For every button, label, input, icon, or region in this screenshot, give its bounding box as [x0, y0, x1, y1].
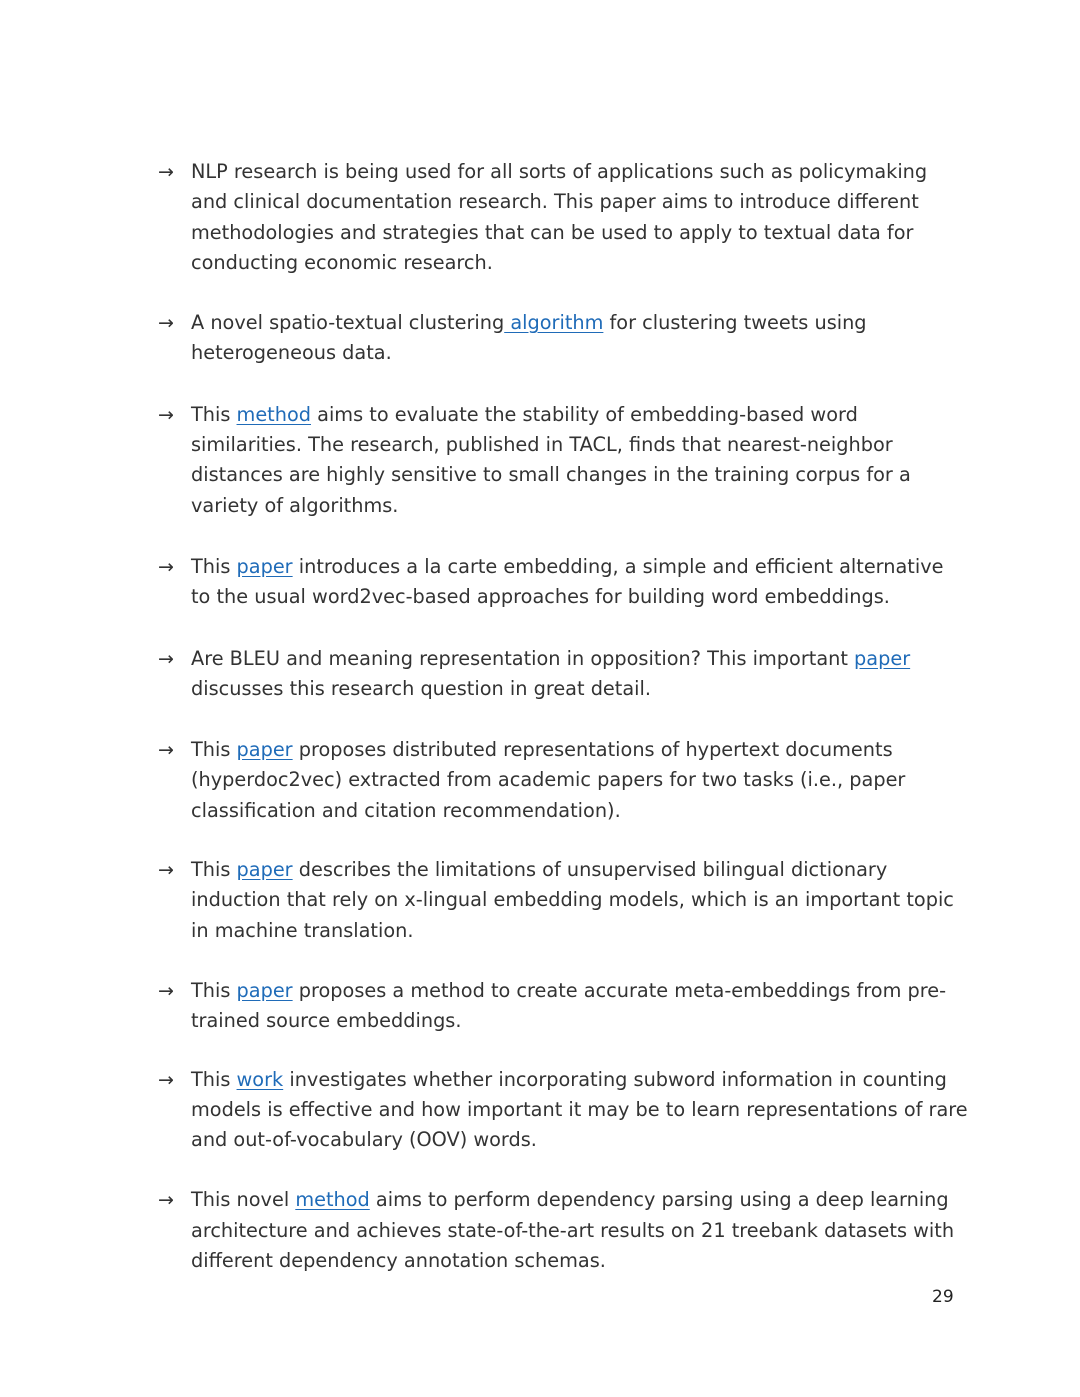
- list-item: [158, 855, 968, 946]
- arrow-icon: →: [158, 979, 174, 1002]
- item-text: aims to evaluate the stability of embedding-based word similarities. The research, published in TACL, finds that nearest-neighbor distances are highly sensitive to small changes in the training corpus for a variety of algorithms.: [191, 402, 911, 517]
- item-text: NLP research is being used for all sorts of applications such as policymaking and clinical documentation research. This paper aims to introduce different methodologies and strategies that can be used to apply to textual data for conducting economic research.: [191, 160, 928, 274]
- item-text: This novel: [191, 1188, 296, 1212]
- method-link[interactable]: method: [295, 1188, 370, 1212]
- item-text: investigates whether incorporating subword information in counting models is effective and how important it may be to learn representations of rare and out-of-vocabulary (OOV) words.: [191, 1067, 968, 1152]
- item-text: introduces a la carte embedding, a simple and efficient alternative to the usual word2vec-based approaches for building word embeddings.: [191, 554, 944, 609]
- arrow-icon: →: [158, 647, 174, 670]
- item-text: This: [191, 554, 237, 578]
- arrow-icon: →: [158, 555, 174, 578]
- paper-link[interactable]: paper: [854, 646, 911, 670]
- list-item: [158, 735, 968, 826]
- item-text: describes the limitations of unsupervised bilingual dictionary induction that rely on x-lingual embedding models, which is an important topic in machine translation.: [191, 858, 954, 942]
- list-item: [158, 308, 968, 369]
- list-item: [158, 1185, 968, 1276]
- item-text: This: [191, 1067, 237, 1091]
- item-text: discusses this research question in great detail.: [191, 676, 652, 700]
- arrow-icon: →: [158, 312, 174, 335]
- method-link[interactable]: method: [236, 402, 311, 426]
- arrow-icon: →: [158, 739, 174, 762]
- item-text: aims to perform dependency parsing using a deep learning architecture and achieves state-of-the-art results on 21 treebank datasets with different dependency annotation schemas.: [191, 1188, 955, 1273]
- paper-link[interactable]: paper: [236, 554, 293, 578]
- paper-link[interactable]: paper: [236, 858, 293, 882]
- item-text: This: [191, 402, 237, 426]
- algorithm-link[interactable]: algorithm: [504, 311, 604, 335]
- arrow-icon: →: [158, 403, 174, 426]
- list-item: [158, 157, 968, 278]
- list-item: [158, 552, 968, 613]
- list-item: [158, 976, 968, 1037]
- item-text: proposes distributed representations of hypertext documents (hyperdoc2vec) extracted from academic papers for two tasks (i.e., paper classification and citation recommendation).: [191, 738, 906, 822]
- arrow-icon: →: [158, 859, 174, 882]
- bullet-list: [158, 157, 968, 1276]
- list-item: [158, 400, 968, 521]
- arrow-icon: →: [158, 161, 174, 183]
- work-link[interactable]: work: [236, 1067, 284, 1091]
- paper-link[interactable]: paper: [236, 978, 293, 1002]
- item-text: This: [191, 978, 237, 1002]
- list-item: [158, 644, 968, 705]
- item-text: This: [191, 738, 237, 762]
- item-text: A novel spatio-textual clustering: [191, 311, 505, 335]
- paper-link[interactable]: paper: [236, 738, 293, 762]
- arrow-icon: →: [158, 1189, 174, 1212]
- page-number: 29: [932, 1287, 954, 1307]
- item-text: proposes a method to create accurate meta-embeddings from pre-trained source embeddings.: [191, 978, 947, 1033]
- item-text: for clustering tweets using heterogeneous data.: [191, 311, 867, 365]
- item-text: Are BLEU and meaning representation in opposition? This important: [191, 646, 855, 670]
- list-item: [158, 1065, 968, 1156]
- arrow-icon: →: [158, 1068, 174, 1091]
- item-text: This: [191, 858, 237, 882]
